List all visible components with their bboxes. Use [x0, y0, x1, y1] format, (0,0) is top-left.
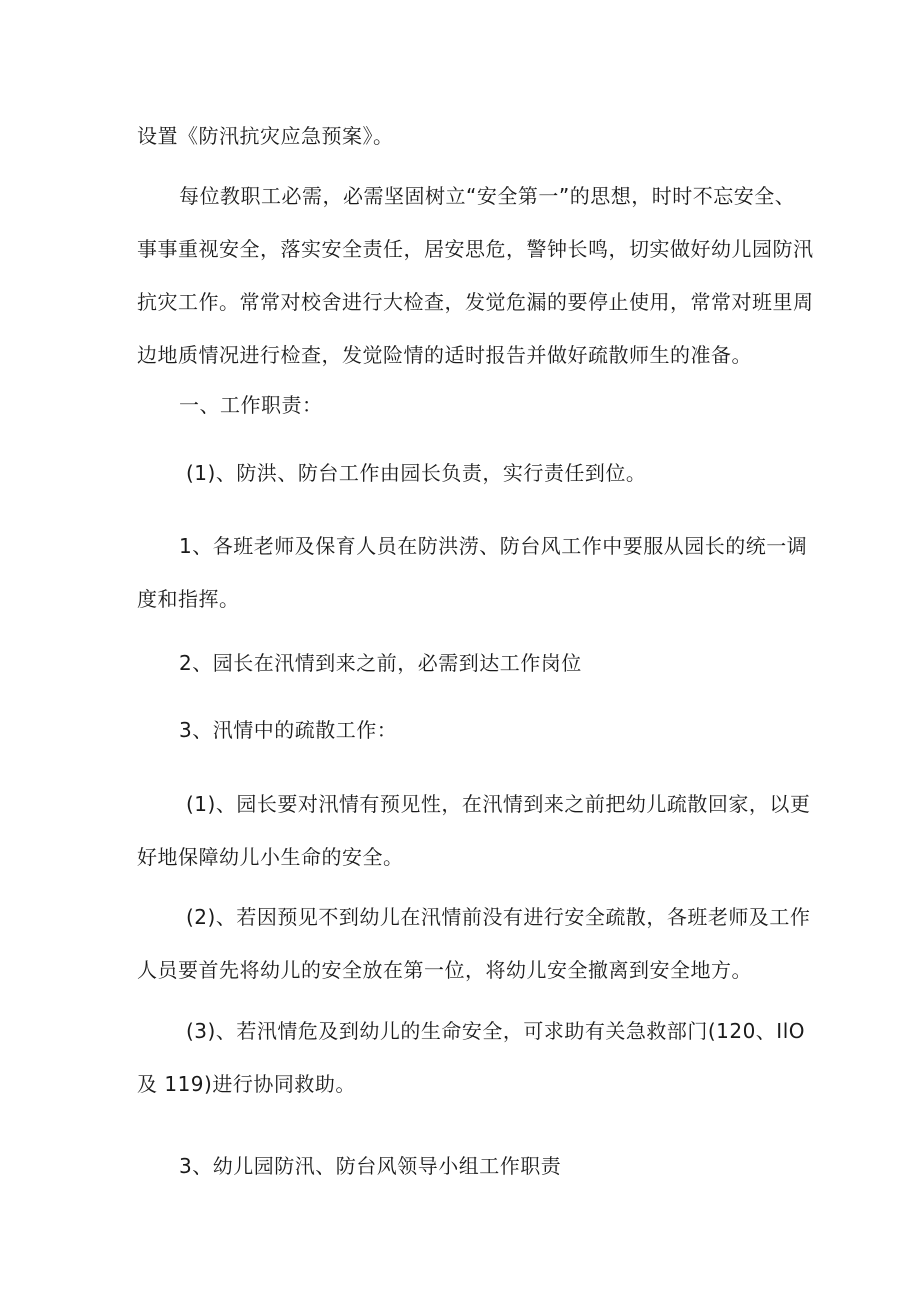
paragraph-item-3	[137, 704, 797, 757]
text-line: 度和指挥。	[137, 587, 240, 611]
text-line: 3、幼儿园防汛、防台风领导小组工作职责	[179, 1154, 562, 1178]
text-line: 每位教职工必需，必需坚固树立“安全第一”的思想，时时不忘安全、	[179, 184, 796, 208]
text-line: 及 119)进行协同救助。	[137, 1072, 356, 1096]
paragraph-item-1-paren	[137, 447, 797, 500]
text-line: 2、园长在汛情到来之前，必需到达工作岗位	[179, 651, 582, 675]
text-line: 一、工作职责：	[179, 393, 323, 417]
text-line: (2)、若因预见不到幼儿在汛情前没有进行安全疏散，各班老师及工作	[186, 905, 811, 929]
paragraph-item-2	[137, 637, 797, 690]
paragraph-item-1	[137, 520, 808, 626]
text-line: (1)、园长要对汛情有预见性，在汛情到来之前把幼儿疏散回家，以更	[186, 792, 811, 816]
text-line: 事事重视安全，落实安全责任，居安思危，警钟长鸣，切实做好幼儿园防汛	[137, 237, 814, 261]
paragraph-intro	[137, 110, 797, 163]
paragraph-safety	[137, 170, 814, 382]
text-line: 人员要首先将幼儿的安全放在第一位，将幼儿安全撤离到安全地方。	[137, 958, 752, 982]
paragraph-evac-1	[137, 778, 811, 884]
text-line: 好地保障幼儿小生命的安全。	[137, 845, 404, 869]
text-line: 抗灾工作。常常对校舍进行大检查，发觉危漏的要停止使用，常常对班里周	[137, 290, 814, 314]
section-heading-duties	[137, 379, 797, 432]
text-line: 1、各班老师及保育人员在防洪涝、防台风工作中要服从园长的统一调	[179, 534, 808, 558]
text-line: (3)、若汛情危及到幼儿的生命安全，可求助有关急救部门(120、IlO	[186, 1019, 806, 1043]
text-line: 设置《防汛抗灾应急预案》。	[137, 124, 394, 148]
text-line: (1)、防洪、防台工作由园长负责，实行责任到位。	[186, 461, 647, 485]
section-heading-leadership	[137, 1140, 797, 1193]
text-line: 3、汛情中的疏散工作：	[179, 718, 398, 742]
paragraph-evac-3	[137, 1005, 806, 1111]
text-line: 边地质情况进行检查，发觉险情的适时报告并做好疏散师生的准备。	[137, 343, 752, 367]
paragraph-evac-2	[137, 891, 811, 997]
